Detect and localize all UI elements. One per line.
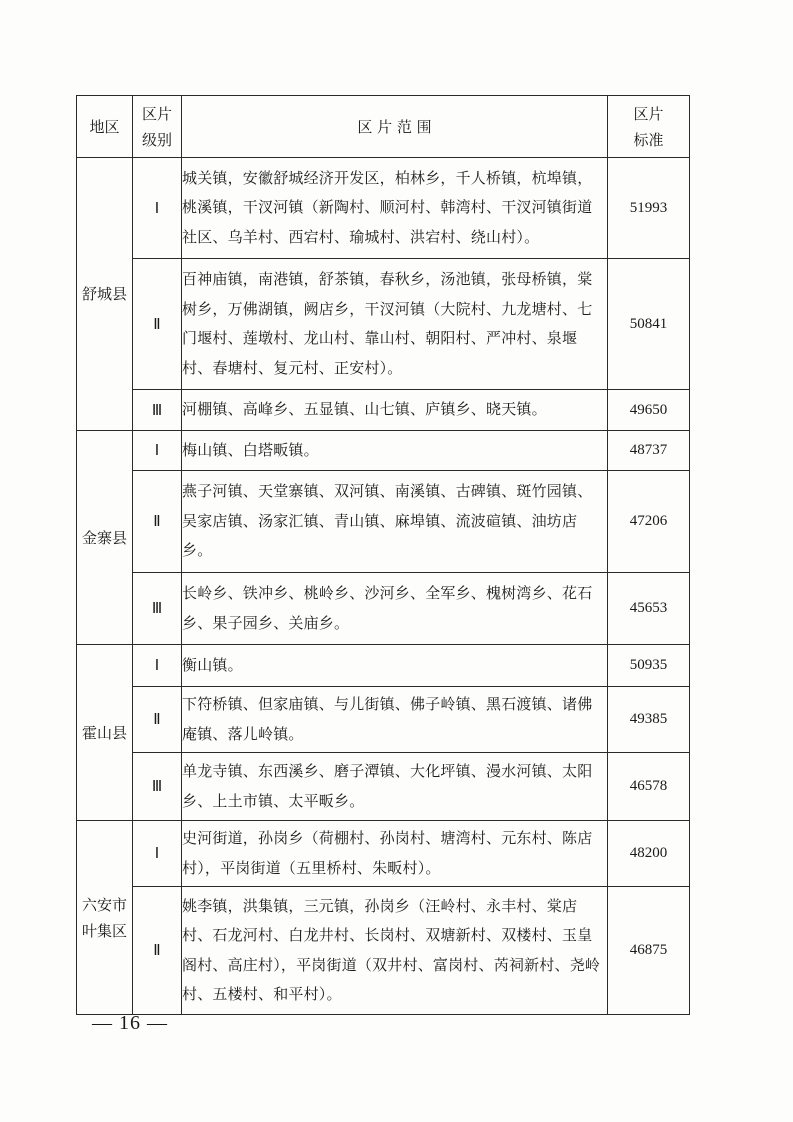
level-cell: Ⅱ [133,471,182,573]
standard-cell: 46578 [608,753,690,821]
table-row [77,259,690,390]
scope-cell: 梅山镇、白塔畈镇。 [182,431,608,471]
standard-cell: 49385 [608,687,690,753]
scope-cell: 单龙寺镇、东西溪乡、磨子潭镇、大化坪镇、漫水河镇、太阳乡、上土市镇、太平畈乡。 [182,753,608,821]
region-cell: 金寨县 [77,431,133,645]
standard-cell: 48200 [608,821,690,887]
level-cell: Ⅰ [133,645,182,687]
standard-cell: 45653 [608,573,690,645]
standard-cell: 48737 [608,431,690,471]
table-row [77,158,690,259]
header-standard [608,96,690,158]
header-scope: 区 片 范 围 [182,96,608,158]
scope-cell: 姚李镇，洪集镇，三元镇，孙岗乡（汪岭村、永丰村、棠店村、石龙河村、白龙井村、长岗村、双塘新村、双楼村、玉皇阁村、高庄村），平岗街道（双井村、富岗村、芮祠新村、尧岭村、五楼村、和平村）。 [182,887,608,1015]
level-cell: Ⅰ [133,821,182,887]
table-row [77,821,690,887]
standard-cell: 50935 [608,645,690,687]
scope-cell: 衡山镇。 [182,645,608,687]
standard-cell: 47206 [608,471,690,573]
table-header-row [77,96,690,158]
standard-cell: 46875 [608,887,690,1015]
table-row [77,390,690,431]
region-cell [77,821,133,1015]
level-cell: Ⅲ [133,753,182,821]
standard-cell: 50841 [608,259,690,390]
table-row [77,645,690,687]
scope-cell: 长岭乡、铁冲乡、桃岭乡、沙河乡、全军乡、槐树湾乡、花石乡、果子园乡、关庙乡。 [182,573,608,645]
scope-cell: 河棚镇、高峰乡、五显镇、山七镇、庐镇乡、晓天镇。 [182,390,608,431]
level-cell: Ⅱ [133,259,182,390]
level-cell: Ⅰ [133,158,182,259]
standard-cell: 49650 [608,390,690,431]
level-cell: Ⅲ [133,573,182,645]
scope-cell: 城关镇，安徽舒城经济开发区，柏林乡，千人桥镇，杭埠镇，桃溪镇，干汊河镇（新陶村、顺河村、韩湾村、干汊河镇街道社区、乌羊村、西宕村、瑜城村、洪宕村、绕山村）。 [182,158,608,259]
level-cell: Ⅰ [133,431,182,471]
scope-cell: 百神庙镇，南港镇，舒茶镇，春秋乡，汤池镇，张母桥镇，棠树乡，万佛湖镇，阙店乡，干汊河镇（大院村、九龙塘村、七门堰村、莲墩村、龙山村、靠山村、朝阳村、严冲村、泉堰村、春塘村、复元村、正安村）。 [182,259,608,390]
header-level [133,96,182,158]
page-number: — 16 — [92,1012,168,1034]
level-cell: Ⅱ [133,887,182,1015]
table-row [77,753,690,821]
table-row [77,471,690,573]
land-price-table [76,95,690,1015]
scope-cell: 史河街道，孙岗乡（荷棚村、孙岗村、塘湾村、元东村、陈店村），平岗街道（五里桥村、朱畈村）。 [182,821,608,887]
header-level-line1: 区片 [141,104,172,123]
region-name-line1: 六安市 [81,895,127,914]
region-cell: 舒城县 [77,158,133,431]
table-row [77,887,690,1015]
table-row [77,687,690,753]
header-standard-line2: 标准 [633,130,664,149]
header-level-line2: 级别 [141,130,172,149]
scope-cell: 燕子河镇、天堂寨镇、双河镇、南溪镇、古碑镇、斑竹园镇、吴家店镇、汤家汇镇、青山镇、麻埠镇、流波碹镇、油坊店乡。 [182,471,608,573]
region-cell: 霍山县 [77,645,133,821]
table-row [77,573,690,645]
level-cell: Ⅲ [133,390,182,431]
header-region: 地区 [77,96,133,158]
scope-cell: 下符桥镇、但家庙镇、与儿街镇、佛子岭镇、黑石渡镇、诸佛庵镇、落儿岭镇。 [182,687,608,753]
header-standard-line1: 区片 [633,104,664,123]
standard-cell: 51993 [608,158,690,259]
level-cell: Ⅱ [133,687,182,753]
region-name-line2: 叶集区 [81,921,127,940]
table-row [77,431,690,471]
